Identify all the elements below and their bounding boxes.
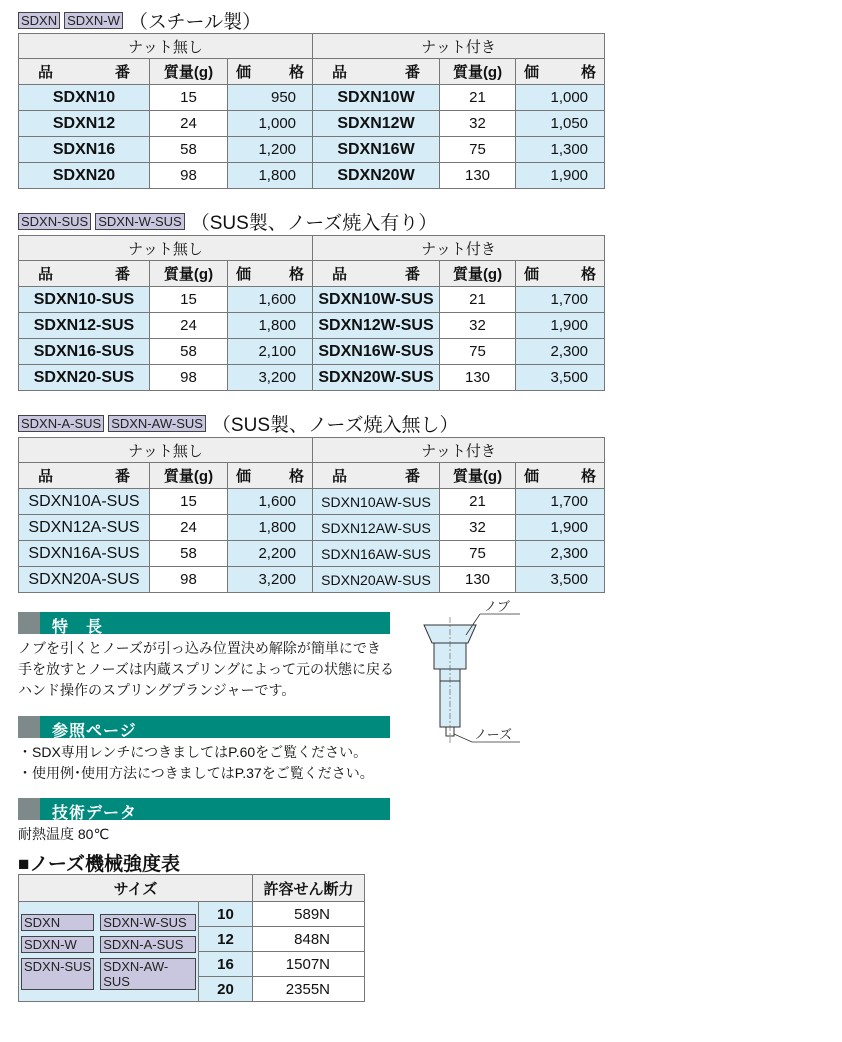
header-nut-none: ナット無し: [19, 34, 313, 59]
col-price-b: 格: [581, 266, 597, 283]
header-nut-none: ナット無し: [19, 438, 313, 463]
mass-w: 75: [440, 137, 516, 163]
price-w: 1,900: [516, 313, 605, 339]
price: 2,200: [228, 541, 313, 567]
price-w: 3,500: [516, 567, 605, 593]
table-row: [19, 163, 605, 189]
mass: 24: [150, 515, 228, 541]
price: 3,200: [228, 567, 313, 593]
mass-w: 32: [440, 515, 516, 541]
table-row: [19, 541, 605, 567]
mass-w: 130: [440, 567, 516, 593]
col-price-b: 格: [289, 468, 305, 485]
col-part-b: 番: [114, 64, 130, 81]
section-desc: （SUS製、ノーズ焼入有り）: [190, 212, 438, 234]
table-row: [19, 287, 605, 313]
size: 20: [199, 977, 253, 1002]
price-w: 1,900: [516, 163, 605, 189]
col-mass: 質量(g): [150, 261, 228, 287]
col-mass: 質量(g): [440, 463, 516, 489]
col-part-b: 番: [405, 468, 421, 485]
col-part-b: 番: [405, 266, 421, 283]
mass-w: 21: [440, 85, 516, 111]
col-part-a: 品: [332, 266, 348, 283]
part-code: SDXN20A-SUS: [19, 567, 150, 593]
mass: 98: [150, 365, 228, 391]
part-code-w: SDXN10AW-SUS: [313, 489, 440, 515]
price-w: 1,050: [516, 111, 605, 137]
part-code-w: SDXN16W-SUS: [313, 339, 440, 365]
col-price-a: 価: [524, 468, 540, 485]
col-part-b: 番: [405, 64, 421, 81]
force: 2355N: [253, 977, 365, 1002]
mass: 15: [150, 287, 228, 313]
part-code-w: SDXN20AW-SUS: [313, 567, 440, 593]
price: 1,200: [228, 137, 313, 163]
part-code: SDXN12A-SUS: [19, 515, 150, 541]
price-w: 2,300: [516, 339, 605, 365]
col-price-a: 価: [236, 266, 252, 283]
series-tag: SDXN-AW-SUS: [108, 415, 206, 432]
reference-title: 参照ページ: [52, 723, 137, 740]
part-code-w: SDXN20W: [313, 163, 440, 189]
part-code-w: SDXN10W-SUS: [313, 287, 440, 313]
spec-table-steel: [18, 33, 605, 189]
bar-mark: [18, 716, 40, 738]
table-row: [19, 313, 605, 339]
force: 589N: [253, 902, 365, 927]
part-code: SDXN16: [19, 137, 150, 163]
mass-w: 32: [440, 111, 516, 137]
table-row: [19, 567, 605, 593]
section-desc: （SUS製、ノーズ焼入無し）: [211, 414, 459, 436]
col-part-a: 品: [38, 266, 54, 283]
table-row: [19, 902, 365, 927]
label-nose: ノーズ: [474, 728, 512, 743]
force: 848N: [253, 927, 365, 952]
size: 16: [199, 952, 253, 977]
reference-bar: [18, 716, 390, 738]
header-nut-none: ナット無し: [19, 236, 313, 261]
mass-w: 75: [440, 541, 516, 567]
features-bar: [18, 612, 390, 634]
series-tags-cell: [19, 902, 199, 1002]
series-tag: SDXN-A-SUS: [100, 936, 196, 953]
col-price-b: 格: [581, 468, 597, 485]
header-nut-with: ナット付き: [313, 438, 605, 463]
section-title-steel: [18, 8, 261, 32]
mass-w: 130: [440, 365, 516, 391]
price: 1,600: [228, 489, 313, 515]
col-part-b: 番: [114, 468, 130, 485]
tech-title: 技術データ: [52, 805, 138, 822]
price-w: 1,700: [516, 489, 605, 515]
col-mass: 質量(g): [150, 59, 228, 85]
mass-w: 130: [440, 163, 516, 189]
strength-title: ■ノーズ機械強度表: [18, 854, 180, 875]
mass: 98: [150, 163, 228, 189]
header-nut-with: ナット付き: [313, 236, 605, 261]
part-code-w: SDXN16W: [313, 137, 440, 163]
series-tag: SDXN-SUS: [21, 958, 94, 990]
part-code-w: SDXN10W: [313, 85, 440, 111]
price-w: 1,300: [516, 137, 605, 163]
mass-w: 21: [440, 287, 516, 313]
features-line: ハンド操作のスプリングプランジャーです。: [18, 682, 296, 698]
series-tag: SDXN-W-SUS: [100, 914, 196, 931]
col-price-a: 価: [524, 64, 540, 81]
col-price-a: 価: [236, 64, 252, 81]
series-tag: SDXN-SUS: [18, 213, 91, 230]
reference-text: [18, 742, 374, 784]
col-mass: 質量(g): [440, 59, 516, 85]
series-tag: SDXN-W: [64, 12, 123, 29]
col-part-b: 番: [114, 266, 130, 283]
table-row: [19, 85, 605, 111]
header-nut-with: ナット付き: [313, 34, 605, 59]
section-title-sus-a: [18, 411, 458, 435]
features-title: 特 長: [52, 619, 104, 636]
part-code: SDXN16-SUS: [19, 339, 150, 365]
label-knob: ノブ: [484, 600, 511, 615]
col-price-a: 価: [236, 468, 252, 485]
price: 1,600: [228, 287, 313, 313]
part-code-w: SDXN12W: [313, 111, 440, 137]
part-code: SDXN10-SUS: [19, 287, 150, 313]
reference-line: ・SDX専用レンチにつきましてはP.60をご覧ください。: [18, 744, 368, 760]
part-code: SDXN12-SUS: [19, 313, 150, 339]
mass: 58: [150, 541, 228, 567]
part-code: SDXN10: [19, 85, 150, 111]
plunger-diagram: [410, 600, 530, 750]
series-tag: SDXN-AW-SUS: [100, 958, 196, 990]
price-w: 3,500: [516, 365, 605, 391]
col-price-b: 格: [289, 64, 305, 81]
price-w: 1,000: [516, 85, 605, 111]
mass: 58: [150, 137, 228, 163]
section-title-sus: [18, 209, 437, 233]
part-code: SDXN10A-SUS: [19, 489, 150, 515]
table-row: [19, 137, 605, 163]
features-line: ノブを引くとノーズが引っ込み位置決め解除が簡単にでき: [18, 640, 381, 656]
mass-w: 75: [440, 339, 516, 365]
part-code: SDXN16A-SUS: [19, 541, 150, 567]
price-w: 1,700: [516, 287, 605, 313]
part-code: SDXN20: [19, 163, 150, 189]
price: 1,000: [228, 111, 313, 137]
part-code-w: SDXN20W-SUS: [313, 365, 440, 391]
col-mass: 質量(g): [150, 463, 228, 489]
price-w: 2,300: [516, 541, 605, 567]
bar-mark: [18, 798, 40, 820]
col-part-a: 品: [332, 468, 348, 485]
size: 12: [199, 927, 253, 952]
mass: 58: [150, 339, 228, 365]
reference-line: ・使用例･使用方法につきましてはP.37をご覧ください。: [18, 765, 374, 781]
part-code: SDXN20-SUS: [19, 365, 150, 391]
bar-mark: [18, 612, 40, 634]
table-row: [19, 515, 605, 541]
table-row: [19, 489, 605, 515]
mass-w: 21: [440, 489, 516, 515]
spec-table-sus: [18, 235, 605, 391]
col-price-b: 格: [289, 266, 305, 283]
series-tag: SDXN-A-SUS: [18, 415, 104, 432]
section-desc: （スチール製）: [128, 11, 262, 33]
mass: 15: [150, 85, 228, 111]
tech-text: 耐熱温度 80℃: [18, 826, 110, 842]
part-code-w: SDXN12AW-SUS: [313, 515, 440, 541]
col-part-a: 品: [332, 64, 348, 81]
col-part-a: 品: [38, 468, 54, 485]
features-text: [18, 638, 394, 701]
mass: 24: [150, 313, 228, 339]
mass: 98: [150, 567, 228, 593]
mass-w: 32: [440, 313, 516, 339]
series-tag: SDXN: [21, 914, 94, 931]
tech-bar: [18, 798, 390, 820]
col-force: 許容せん断力: [253, 875, 365, 902]
price: 3,200: [228, 365, 313, 391]
price-w: 1,900: [516, 515, 605, 541]
features-line: 手を放すとノーズは内蔵スプリングによって元の状態に戻る: [18, 661, 395, 677]
force: 1507N: [253, 952, 365, 977]
spec-table-sus-a: [18, 437, 605, 593]
series-tag: SDXN-W-SUS: [95, 213, 185, 230]
table-row: [19, 111, 605, 137]
price: 950: [228, 85, 313, 111]
series-tag: SDXN-W: [21, 936, 94, 953]
table-row: [19, 339, 605, 365]
size: 10: [199, 902, 253, 927]
price: 1,800: [228, 313, 313, 339]
price: 1,800: [228, 163, 313, 189]
table-row: [19, 365, 605, 391]
col-price-b: 格: [581, 64, 597, 81]
price: 2,100: [228, 339, 313, 365]
col-size: サイズ: [19, 875, 253, 902]
col-mass: 質量(g): [440, 261, 516, 287]
part-code-w: SDXN16AW-SUS: [313, 541, 440, 567]
col-price-a: 価: [524, 266, 540, 283]
price: 1,800: [228, 515, 313, 541]
part-code: SDXN12: [19, 111, 150, 137]
strength-table: [18, 874, 365, 1002]
part-code-w: SDXN12W-SUS: [313, 313, 440, 339]
mass: 24: [150, 111, 228, 137]
col-part-a: 品: [38, 64, 54, 81]
series-tag: SDXN: [18, 12, 60, 29]
mass: 15: [150, 489, 228, 515]
